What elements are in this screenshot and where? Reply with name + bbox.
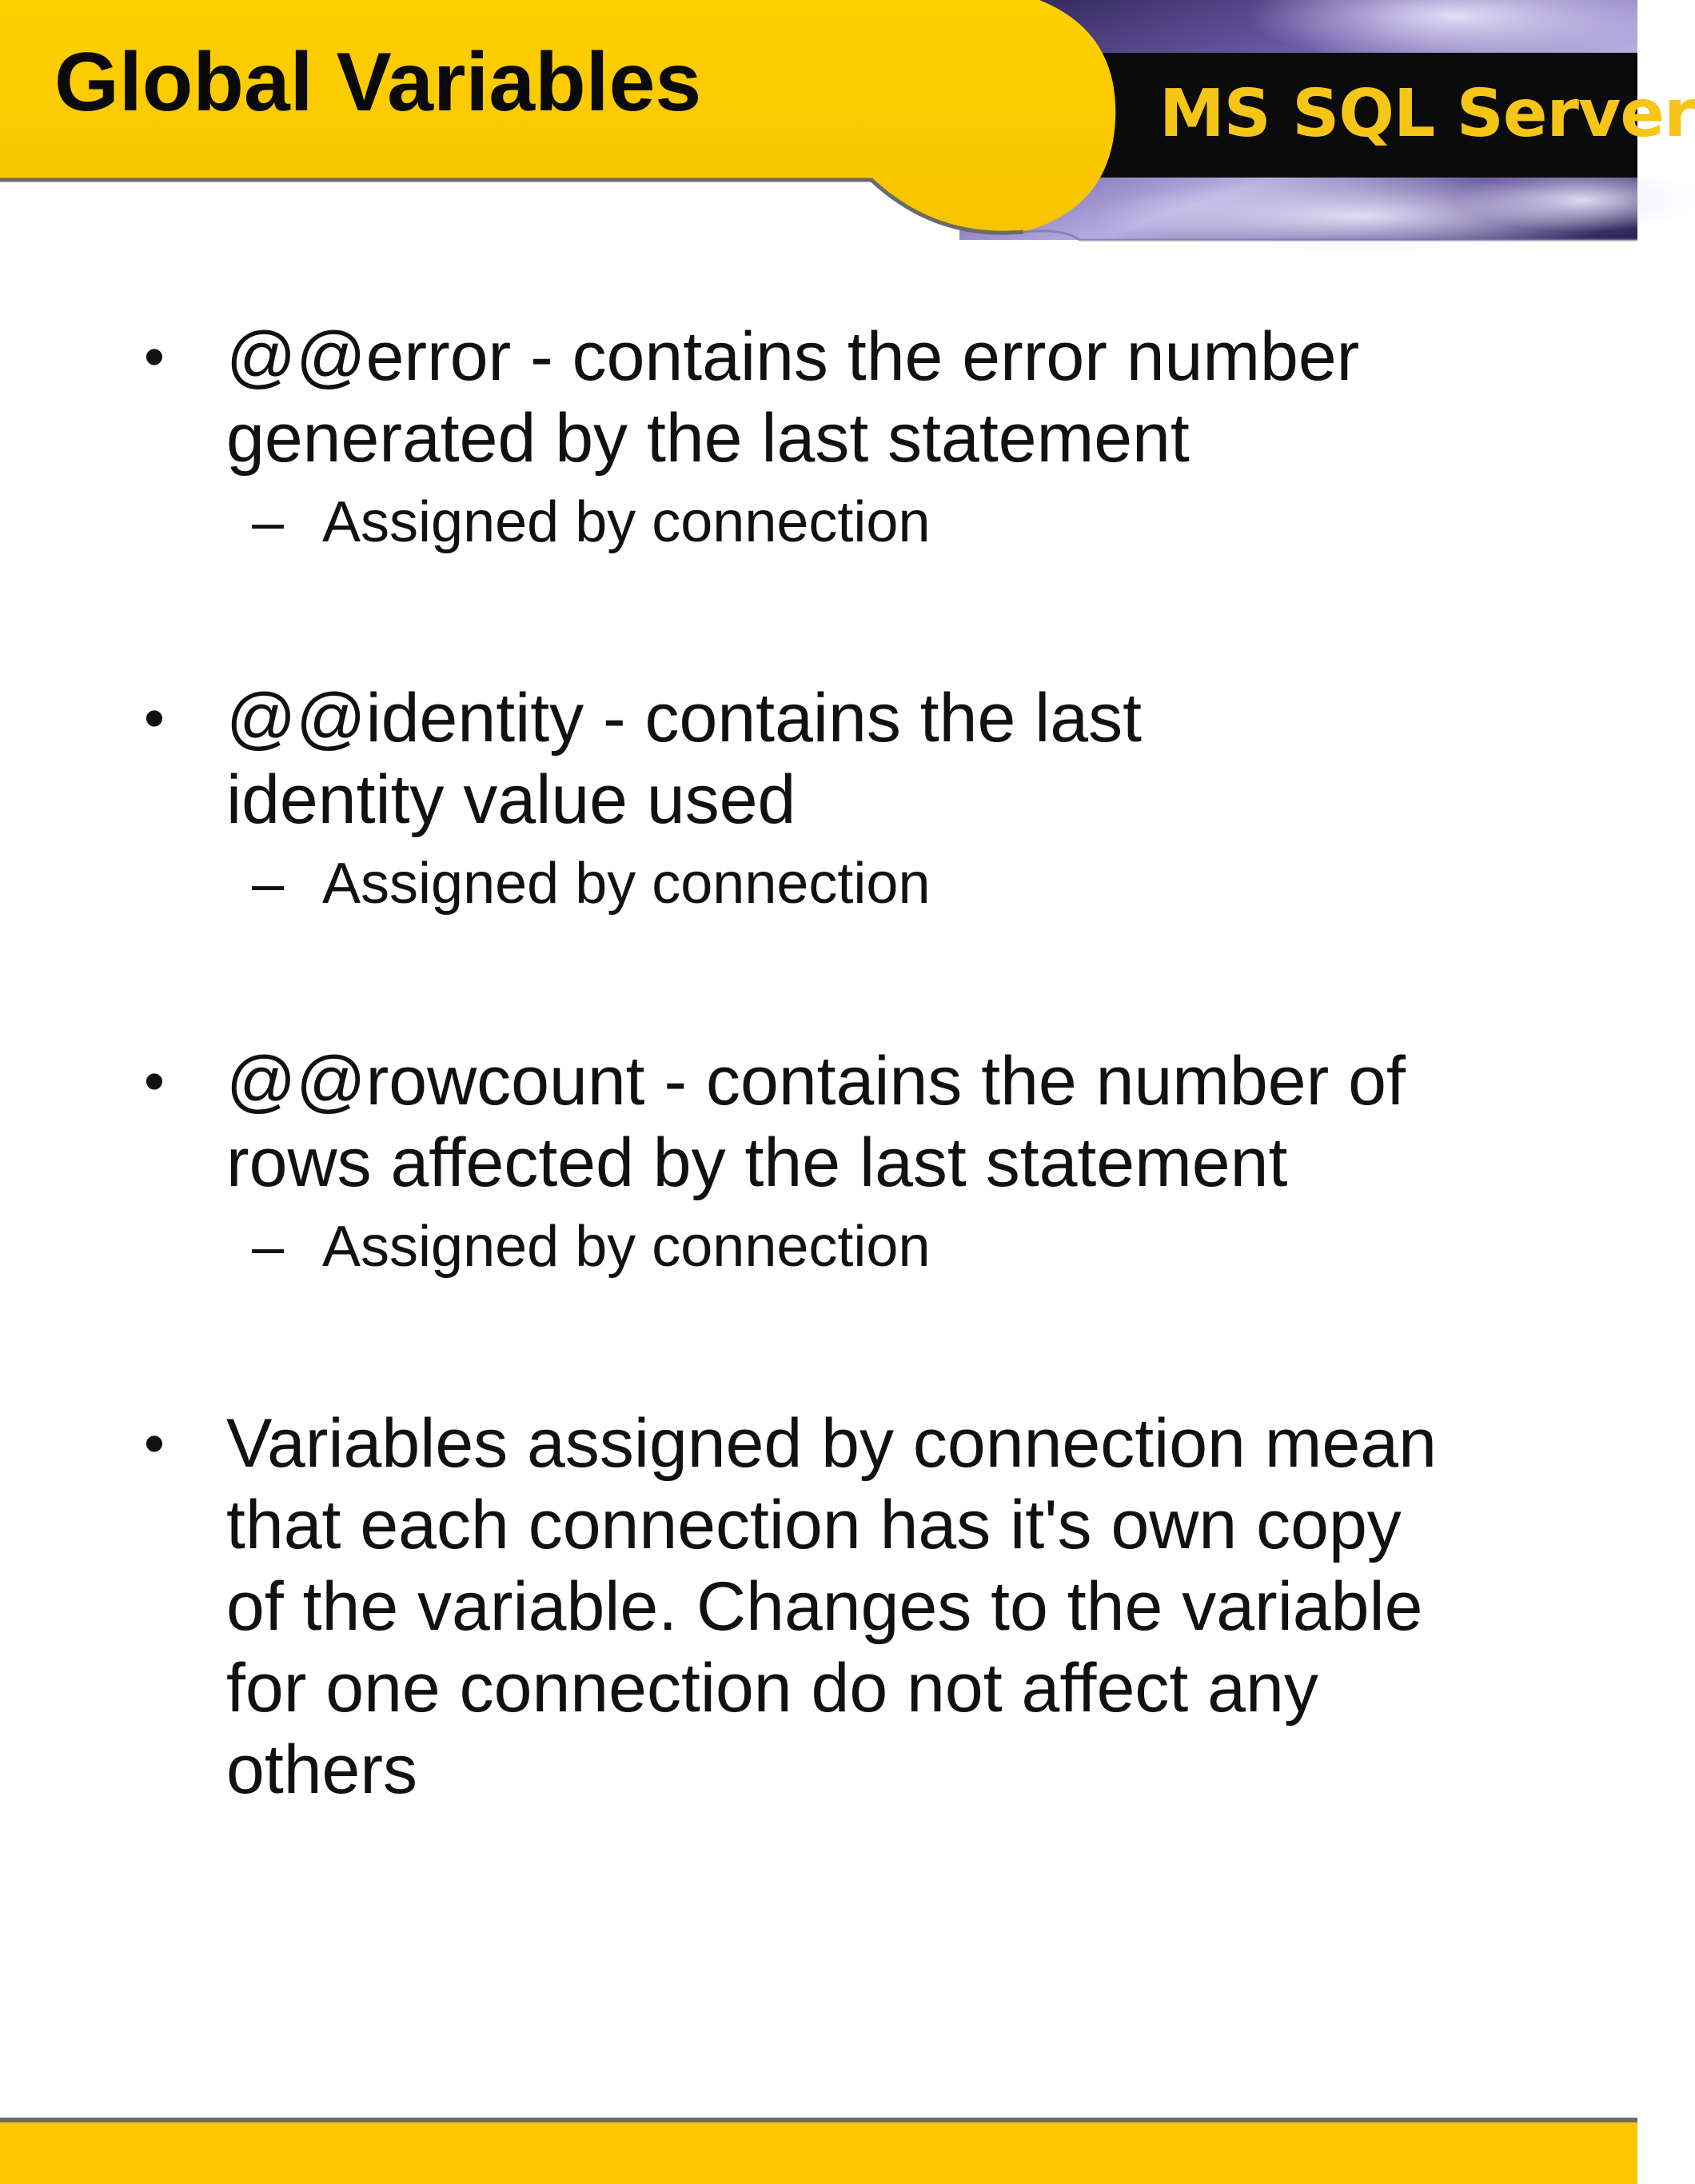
sub-bullet-row [0, 845, 1637, 922]
bullet-marker: • [144, 1410, 165, 1476]
bullet-row [0, 677, 1637, 840]
brand-label: MS SQL Server [1159, 76, 1695, 152]
bullet-text: Variables assigned by connection mean that each connection has it's own copy of the variable. Changes to the variable for one connection do not affect any others [226, 1405, 1437, 1808]
sub-bullet-row [0, 484, 1637, 561]
bullet-marker: • [144, 685, 165, 751]
bullet-item [0, 316, 1637, 561]
footer-bar [0, 2122, 1637, 2184]
bullet-item [0, 1040, 1637, 1285]
dash-marker: – [252, 852, 285, 916]
bullet-row [0, 1403, 1637, 1811]
bullet-item [0, 677, 1637, 922]
sub-bullet-text: Assigned by connection [322, 1215, 931, 1279]
bullet-marker: • [144, 1048, 165, 1114]
bullet-text: @@error - contains the error number generated by the last statement [226, 318, 1360, 477]
bullet-text: @@identity - contains the last identity value used [226, 680, 1143, 838]
bullet-marker: • [144, 323, 165, 389]
bullet-row [0, 316, 1637, 479]
slide-title: Global Variables [54, 36, 702, 129]
sub-bullet-text: Assigned by connection [322, 852, 931, 916]
bullet-item [0, 1403, 1637, 1811]
bullet-row [0, 1040, 1637, 1204]
bullet-text: @@rowcount - contains the number of rows affected by the last statement [226, 1043, 1406, 1201]
dash-marker: – [252, 1215, 285, 1279]
title-band-edge [0, 180, 1023, 233]
dash-marker: – [252, 490, 285, 554]
sub-bullet-text: Assigned by connection [322, 490, 931, 554]
sub-bullet-row [0, 1208, 1637, 1285]
